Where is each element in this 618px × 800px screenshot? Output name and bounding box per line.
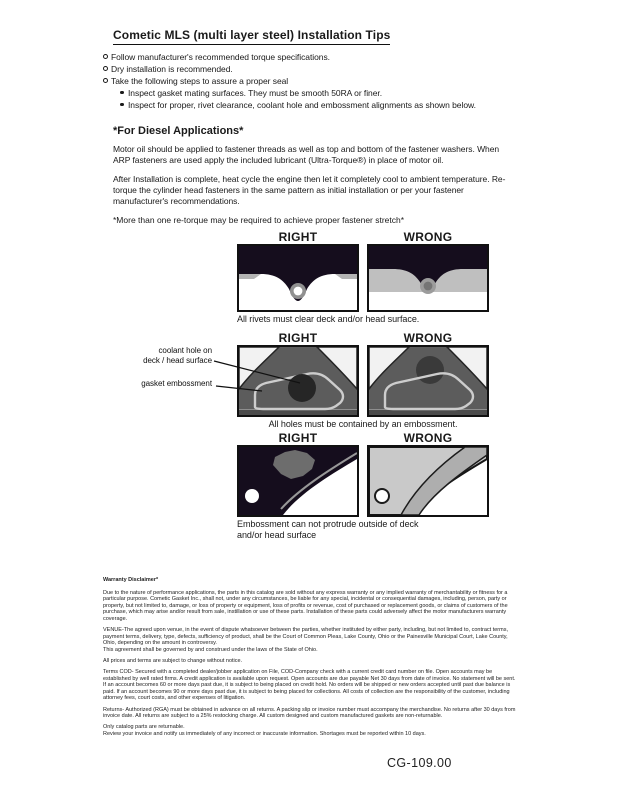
wrong-label: WRONG	[403, 330, 453, 345]
gasket-embossment-annotation: gasket embossment	[141, 379, 212, 388]
coolant-hole-right-diagram	[237, 345, 359, 417]
open-circle-bullet-icon	[103, 54, 108, 59]
warranty-paragraph: Due to the nature of performance applications, the parts in this catalog are sold without any express warranty or any implied warranty of merchantability or fitness for a particular purpose. Cometic Gasket Inc., shall not, under any circumstances, be liable for any special, incidental or consequential damages, including, person, party or property, but not limited to, damage, or loss of property or equipment, loss of profits or revenue, cost of purchased or replacement goods, or claims of customers of the purchase, which may arise and/or result from sale, instillation or use of these parts. Installation of these parts could adversely affect the motor manufacturers warranty coverage.	[103, 589, 508, 622]
warranty-heading: Warranty Disclaimer*	[103, 577, 159, 583]
warranty-paragraph: Review your invoice and notify us immediately of any incorrect or inaccurate information. Shortages must be reported within 10 days.	[103, 730, 426, 737]
bullet-item	[103, 63, 517, 75]
row2-caption: All holes must be contained by an embossment.	[268, 418, 458, 429]
rivet-right-diagram	[237, 244, 359, 312]
bullet-text: Inspect gasket mating surfaces. They must be smooth 50RA or finer.	[128, 87, 383, 98]
right-label: RIGHT	[278, 431, 318, 445]
row3-diagrams	[237, 445, 489, 517]
wrong-label: WRONG	[403, 431, 453, 445]
sub-bullet-item	[119, 99, 517, 111]
warranty-paragraph: VENUE-The agreed upon venue, in the event of dispute whatsoever between the parties, whether instituted by either party, including, but not limited to, contract terms, payment terms, delivery, type, defects, sufficiency of product, shall be the Court of Common Pleas, Lake County, Ohio or the Painesville Municipal Court, Lake County, Ohio, depending on the amount in controversy.	[103, 627, 508, 647]
row2-labels	[237, 332, 489, 345]
right-label: RIGHT	[278, 230, 318, 244]
row1-caption: All rivets must clear deck and/or head surface.	[237, 314, 420, 324]
warranty-paragraph: Only catalog parts are returnable.	[103, 724, 185, 731]
annotation-text: deck / head surface	[143, 355, 212, 365]
open-circle-bullet-icon	[103, 66, 108, 71]
page-code: CG-109.00	[387, 756, 452, 770]
installation-tips-section	[103, 26, 517, 226]
bullet-text: Inspect for proper, rivet clearance, coolant hole and embossment alignments as shown below.	[128, 99, 476, 110]
row1-diagrams	[237, 244, 489, 312]
bullet-item	[103, 51, 517, 63]
diesel-paragraph-2: After Installation is complete, heat cycle the engine then let it completely cool to ambient temperature. Re-torque the cylinder head fasteners in the same pattern as initial installation or per your fastener manufacturer's recommendations.	[113, 173, 506, 206]
open-circle-bullet-icon	[103, 78, 108, 83]
right-label: RIGHT	[278, 330, 318, 345]
diesel-applications-heading: *For Diesel Applications*	[113, 124, 244, 137]
bullet-text: Dry installation is recommended.	[111, 63, 233, 74]
coolant-hole-annotation	[110, 346, 212, 365]
row3-caption	[237, 519, 489, 540]
bullet-text: Take the following steps to assure a proper seal	[111, 75, 289, 86]
annotation-text: coolant hole on	[158, 346, 212, 355]
filled-bullet-icon	[120, 91, 124, 95]
sub-bullet-item	[119, 87, 517, 99]
coolant-hole-wrong-diagram	[367, 345, 489, 417]
row3-caption-line2: and/or head surface	[237, 529, 317, 540]
warranty-paragraph: Terms COD- Secured with a completed dealer/jobber application on File, COD-Company check with a current credit card number on file. Open accounts may be established by well rated firms. A credit application is available upon request. Open accounts are due payable Net 30 days from date of invoice. No statement will be sent. If an account becomes 60 or more days past due, it is subject to being placed on credit hold. No orders will be shipped or new orders accepted until past due balance is paid. If an account becomes 90 or more days past due, it is subject to being placed for collections. All costs of collection are the responsibility of the customer, including attorney fees, court costs, and other expenses of litigation.	[103, 669, 516, 702]
filled-bullet-icon	[120, 103, 124, 107]
retorque-footnote: *More than one re-torque may be required to achieve proper fastener stretch*	[113, 214, 405, 225]
tips-bullet-list	[103, 51, 517, 111]
page-title: Cometic MLS (multi layer steel) Installation Tips	[113, 28, 390, 45]
rivet-wrong-diagram	[367, 244, 489, 312]
warranty-paragraph: This agreement shall be governed by and construed under the laws of the State of Ohio.	[103, 646, 318, 653]
warranty-paragraph: All prices and terms are subject to change without notice.	[103, 657, 243, 664]
embossment-wrong-diagram	[367, 445, 489, 517]
embossment-right-diagram	[237, 445, 359, 517]
diesel-paragraph-1: Motor oil should be applied to fastener threads as well as top and bottom of the fastener washers. When ARP fasteners are used apply the included lubricant (Ultra-Torque®) in place of motor oil.	[113, 143, 500, 165]
diagram-section	[237, 231, 489, 540]
warranty-paragraph: Returns- Authorized (RGA) must be obtained in advance on all returns. A packing slip or invoice number must accompany the merchandise. No returns after 30 days from invoice date. All returns are subject to a 25% restocking charge. All custom designed and custom manufactured gaskets are non-returnable.	[103, 706, 516, 720]
row3-caption-line1: Embossment can not protrude outside of deck	[237, 519, 419, 529]
bullet-text: Follow manufacturer's recommended torque specifications.	[111, 51, 330, 62]
row2-diagrams	[237, 345, 489, 417]
warranty-disclaimer-section	[103, 577, 517, 742]
row1-labels	[237, 231, 489, 244]
row3-labels	[237, 432, 489, 445]
bullet-item	[103, 75, 517, 87]
wrong-label: WRONG	[403, 230, 453, 244]
